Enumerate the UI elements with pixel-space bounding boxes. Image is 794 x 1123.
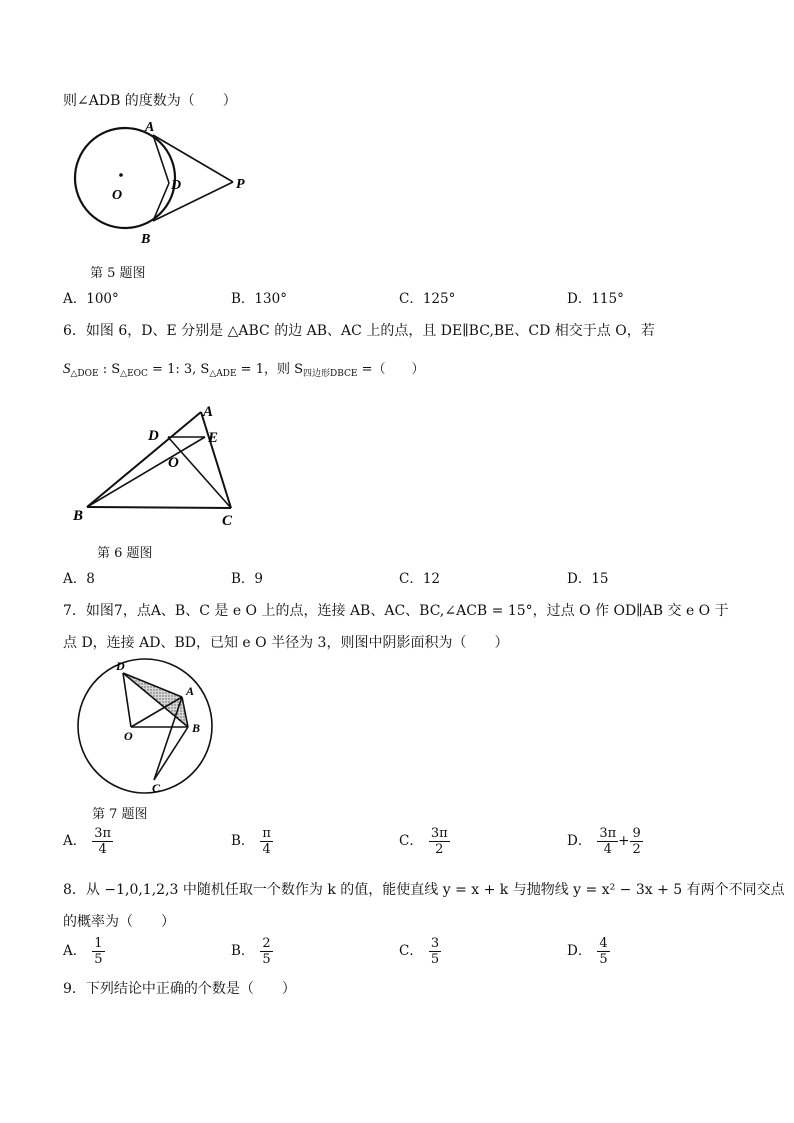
- q7-stem-line1: 7．如图7，点A、B、C 是 e O 上的点，连接 AB、AC、BC,∠ACB = 15°，过点 O 作 OD∥AB 交 e O 于: [63, 603, 729, 619]
- q7-label-b: B: [192, 721, 201, 735]
- q5-label-p: P: [236, 177, 245, 192]
- q8-option-b: B． $\frac{2}{5}$: [231, 936, 271, 967]
- q5-caption: 第 5 题图: [90, 266, 146, 281]
- q6-label-e: E: [208, 430, 219, 446]
- q7-label-c: C: [152, 781, 161, 795]
- q7-options: [63, 826, 743, 864]
- q6-label-b: B: [73, 508, 84, 524]
- q5-option-c: C．125°: [399, 291, 456, 307]
- q7-label-d: D: [116, 659, 125, 673]
- q6-stem-line1: 6．如图 6，D、E 分别是 △ABC 的边 AB、AC 上的点，且 DE∥BC,BE、CD 相交于点 O，若: [63, 323, 655, 339]
- q5-stem: 则∠ADB 的度数为（ ）: [63, 93, 237, 109]
- q7-option-b: B． $\frac{\pi}{4}$: [231, 826, 271, 857]
- q8-stem-line2: 的概率为（ ）: [63, 914, 175, 930]
- q7-option-d: D． $\frac{3\pi}{4}$ + $\frac{9}{2}$: [567, 826, 641, 857]
- q7-label-o: O: [124, 729, 133, 743]
- q6-label-a: A: [203, 404, 214, 420]
- q6-label-o: O: [168, 455, 179, 471]
- q5-options: [63, 287, 743, 307]
- q7-stem-line2: 点 D，连接 AD、BD，已知 e O 半径为 3，则图中阴影面积为（ ）: [63, 635, 509, 651]
- q7-option-c: C． $\frac{3\pi}{2}$: [399, 826, 448, 857]
- q5-label-a: A: [145, 120, 155, 135]
- q5-label-b: B: [141, 232, 151, 247]
- q8-option-a: A． $\frac{1}{5}$: [63, 936, 103, 967]
- q5-option-a: A．100°: [63, 291, 119, 307]
- q6-figure: [68, 398, 258, 528]
- q5-label-d: D: [171, 178, 182, 193]
- q6-option-a: A．8: [63, 571, 95, 587]
- q6-options: [63, 567, 743, 587]
- q5-option-b: B．130°: [231, 291, 287, 307]
- q7-option-a: A． $\frac{3\pi}{4}$: [63, 826, 112, 857]
- q7-label-a: A: [186, 684, 195, 698]
- q6-option-d: D．15: [567, 571, 609, 587]
- q9-stem: 9．下列结论中正确的个数是（ ）: [63, 981, 296, 997]
- q7-figure: [72, 656, 222, 796]
- q8-option-d: D． $\frac{4}{5}$: [567, 936, 608, 967]
- q6-stem-line2: $S_{\triangle DOE}$ : $S_{\triangle EOC} = 1$: 3, $S_{\triangle ADE} = 1$，则 $S_{四边形DBCE}$ =（ ）: [63, 361, 425, 379]
- q5-option-d: D．115°: [567, 291, 624, 307]
- q8-options: [63, 936, 743, 974]
- q7-caption: 第 7 题图: [92, 807, 148, 822]
- q5-label-o: O: [112, 188, 123, 203]
- q6-label-c: C: [222, 513, 233, 528]
- q6-option-b: B．9: [231, 571, 264, 587]
- q6-caption: 第 6 题图: [97, 546, 153, 561]
- q6-label-d: D: [148, 428, 159, 444]
- q8-stem-line1: 8．从 −1,0,1,2,3 中随机任取一个数作为 k 的值，能使直线 y = x + k 与抛物线 y = x² − 3x + 5 有两个不同交点: [63, 882, 785, 898]
- q8-option-c: C． $\frac{3}{5}$: [399, 936, 440, 967]
- q5-figure: [65, 115, 265, 250]
- q6-option-c: C．12: [399, 571, 441, 587]
